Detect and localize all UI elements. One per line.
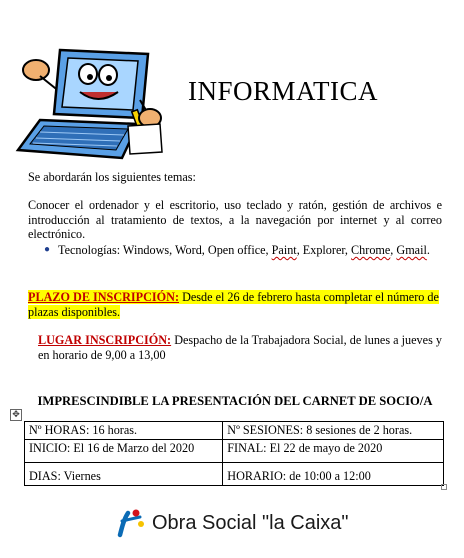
cartoon-laptop-icon	[10, 40, 170, 165]
table-row	[25, 440, 444, 463]
intro-text: Se abordarán los siguientes temas:	[28, 170, 196, 184]
horas-cell: Nº HORAS: 16 horas.	[25, 422, 223, 440]
technologies-sep2: ,	[390, 243, 397, 257]
sesiones-cell: Nº SESIONES: 8 sesiones de 2 horas.	[223, 422, 444, 440]
la-caixa-logo	[114, 505, 349, 541]
technologies-text: Tecnologías: Windows, Word, Open office,	[58, 243, 272, 257]
final-cell: FINAL: El 22 de mayo de 2020	[223, 440, 444, 463]
lugar-text: Despacho de la Trabajadora Social, de lunes a jueves y en horario de 9,00 a 13,00	[38, 333, 442, 362]
plazo-text: Desde el 26 de febrero hasta completar el número de plazas disponibles.	[28, 290, 439, 319]
bullet-icon: ●	[44, 244, 51, 255]
table-row	[25, 463, 444, 486]
horario-cell: HORARIO: de 10:00 a 12:00	[223, 463, 444, 486]
table-row	[25, 422, 444, 440]
plazo-label: PLAZO DE INSCRIPCIÓN:	[28, 290, 180, 304]
inicio-cell: INICIO: El 16 de Marzo del 2020	[25, 440, 223, 463]
la-caixa-star-icon	[114, 507, 146, 539]
gmail-word: Gmail	[396, 243, 427, 257]
page-title: INFORMATICA	[188, 76, 379, 106]
imprescindible-notice: IMPRESCINDIBLE LA PRESENTACIÓN DEL CARNET DE SOCIO/A	[37, 394, 433, 408]
dias-cell: DIAS: Viernes	[25, 463, 223, 486]
technologies-end: .	[426, 243, 430, 257]
topics-paragraph: Conocer el ordenador y el escritorio, uso teclado y ratón, gestión de archivos e introducción al tratamiento de textos, a la navegación por internet y al correo electrónico.	[28, 198, 442, 242]
table-move-handle-icon[interactable]: ✥	[10, 409, 22, 421]
lugar-inscripcion	[38, 333, 442, 362]
technologies-bullet	[58, 243, 442, 258]
lugar-label: LUGAR INSCRIPCIÓN:	[38, 333, 172, 347]
paint-word: Paint	[271, 243, 297, 257]
plazo-inscripcion	[28, 290, 442, 319]
course-info-table	[24, 421, 444, 486]
logo-text: Obra Social "la Caixa"	[152, 511, 349, 534]
technologies-sep1: , Explorer,	[296, 243, 352, 257]
table-resize-handle[interactable]	[441, 484, 447, 490]
chrome-word: Chrome	[351, 243, 391, 257]
